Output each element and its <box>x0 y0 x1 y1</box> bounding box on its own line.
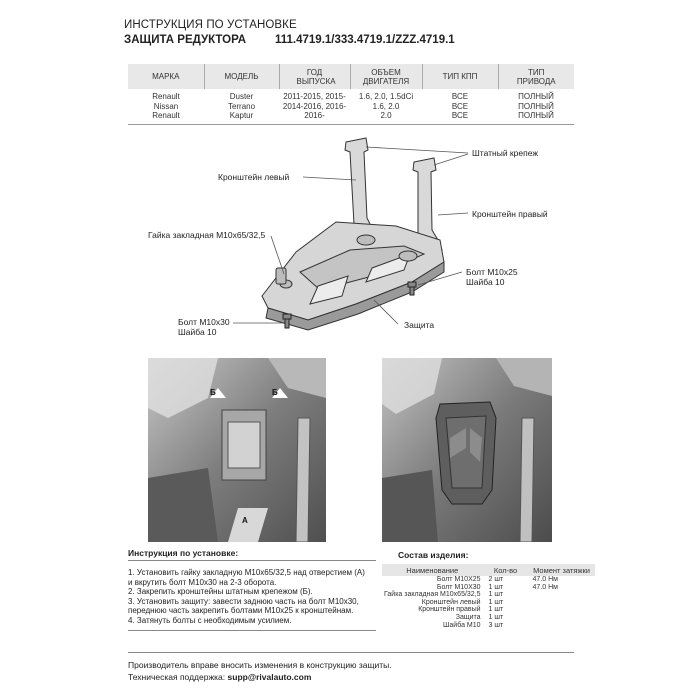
col-gearbox: ТИП КПП <box>422 64 498 89</box>
comp-name: Болт М10Х30 <box>436 583 481 591</box>
comp-col-qty: Кол-во <box>483 564 529 576</box>
years-1: 2011-2015, 2015- <box>283 92 346 101</box>
photo-after-install <box>382 358 552 542</box>
engine-1: 1.6, 2.0, 1.5dCi <box>358 92 414 101</box>
gearbox-3: ВСЕ <box>451 111 469 120</box>
label-bolt-m10x30 <box>178 317 230 337</box>
instruction-step: и вкрутить болт М10х30 на 2-3 оборота. <box>128 577 277 587</box>
instructions-title: Инструкция по установке: <box>128 548 239 558</box>
composition-title: Состав изделия: <box>398 550 469 560</box>
part-codes: 111.4719.1/333.4719.1/ZZZ.4719.1 <box>275 34 455 46</box>
drive-1: ПОЛНЫЙ <box>518 92 554 101</box>
col-drive-label: ТИП ПРИВОДА <box>516 67 556 86</box>
comp-torque <box>529 606 595 614</box>
instruction-step: 4. Затянуть болты с необходимым усилием. <box>128 615 292 625</box>
model-2: Terrano <box>227 101 256 111</box>
comp-qty: 1 шт <box>488 591 504 599</box>
table-row <box>382 606 595 614</box>
comp-name: Защита <box>455 613 481 621</box>
footer-support <box>128 672 311 682</box>
photo-before-drawing <box>148 358 326 542</box>
photo-after-drawing <box>382 358 552 542</box>
comp-qty: 1 шт <box>488 583 504 591</box>
comp-name: Болт М10Х25 <box>436 576 481 583</box>
support-email-link[interactable]: supp@rivalauto.com <box>227 672 312 682</box>
comp-qty: 1 шт <box>488 606 504 614</box>
engine-3: 2.0 <box>380 111 392 120</box>
table-row <box>382 591 595 599</box>
footer-notice: Производитель вправе вносить изменения в конструкцию защиты. <box>128 660 392 670</box>
label-stock-mount: Штатный крепеж <box>472 148 539 158</box>
instructions-rule-top <box>128 560 376 561</box>
label-nut: Гайка закладная М10х65/32,5 <box>148 230 266 240</box>
comp-torque <box>529 614 595 622</box>
comp-qty: 1 шт <box>488 598 504 606</box>
model-1: Duster <box>229 92 254 101</box>
col-model: МОДЕЛЬ <box>204 64 279 89</box>
table-row <box>382 614 595 622</box>
comp-col-torque: Момент затяжки <box>529 564 595 576</box>
model-3: Kaptur <box>229 111 254 120</box>
label-bolt-m10x30-line1: Болт М10х30 <box>178 317 230 327</box>
comp-torque <box>529 591 595 599</box>
table-row <box>382 599 595 607</box>
composition-header-row <box>382 564 595 576</box>
comp-col-name: Наименование <box>382 564 483 576</box>
comp-qty: 3 шт <box>488 621 504 629</box>
col-year-label: ГОД ВЫПУСКА <box>296 67 336 86</box>
brand-3: Renault <box>152 111 180 120</box>
engine-2: 1.6, 2.0 <box>372 101 400 111</box>
label-guard: Защита <box>404 320 435 330</box>
brand-2: Nissan <box>153 101 179 111</box>
comp-name: Шайба М10 <box>443 621 481 629</box>
comp-qty: 1 шт <box>488 613 504 621</box>
comp-name: Кронштейн правый <box>418 606 481 614</box>
label-bolt-m10x25-line2: Шайба 10 <box>466 277 505 287</box>
marker-a: А <box>242 516 248 525</box>
table-row <box>382 622 595 630</box>
comp-name: Кронштейн левый <box>421 598 481 606</box>
comp-name: Гайка закладная М10х65/32,5 <box>384 591 481 599</box>
brand-1: Renault <box>152 92 180 101</box>
label-bolt-m10x25-line1: Болт М10х25 <box>466 267 518 277</box>
comp-qty: 2 шт <box>488 576 504 583</box>
instructions-steps <box>128 568 376 625</box>
instruction-step: 3. Установить защиту: завести заднюю часть на болт М10х30, <box>128 596 359 606</box>
comp-torque <box>529 622 595 630</box>
col-brand: МАРКА <box>128 64 204 89</box>
drive-2: ПОЛНЫЙ <box>518 101 554 111</box>
years-3: 2016- <box>304 111 325 120</box>
gearbox-2: ВСЕ <box>451 101 469 111</box>
label-bracket-left: Кронштейн левый <box>218 172 290 182</box>
instructions-rule-bottom <box>128 630 376 631</box>
col-engine-label: ОБЪЕМ ДВИГАТЕЛЯ <box>362 67 410 86</box>
comp-torque: 47.0 Нм <box>532 583 558 591</box>
instruction-step: переднюю часть закрепить болтами М10х25 к кронштейнам. <box>128 606 354 615</box>
instruction-step: 2. Закрепить кронштейны штатным крепежом (Б). <box>128 587 313 596</box>
instruction-step: 1. Установить гайку закладную М10х65/32,5 над отверстием (А) <box>128 568 365 577</box>
label-bolt-m10x30-line2: Шайба 10 <box>178 327 217 337</box>
support-label: Техническая поддержка: <box>128 672 226 682</box>
years-2: 2014-2016, 2016- <box>282 101 347 111</box>
marker-b-left: Б <box>210 388 216 397</box>
footer-rule <box>128 652 574 653</box>
label-bolt-m10x25 <box>466 267 518 287</box>
nut-drawing <box>276 268 286 284</box>
composition-table <box>382 564 595 629</box>
drive-3: ПОЛНЫЙ <box>518 111 554 120</box>
instruction-title: ИНСТРУКЦИЯ ПО УСТАНОВКЕ <box>124 19 297 31</box>
comp-torque: 47.0 Нм <box>532 576 558 583</box>
comp-torque <box>529 599 595 607</box>
table-row <box>382 576 595 584</box>
label-bracket-right: Кронштейн правый <box>472 209 548 219</box>
photo-before-install <box>148 358 326 542</box>
marker-b-right: Б <box>272 388 278 397</box>
gearbox-1: ВСЕ <box>451 92 469 101</box>
product-title: ЗАЩИТА РЕДУКТОРА <box>124 34 247 46</box>
